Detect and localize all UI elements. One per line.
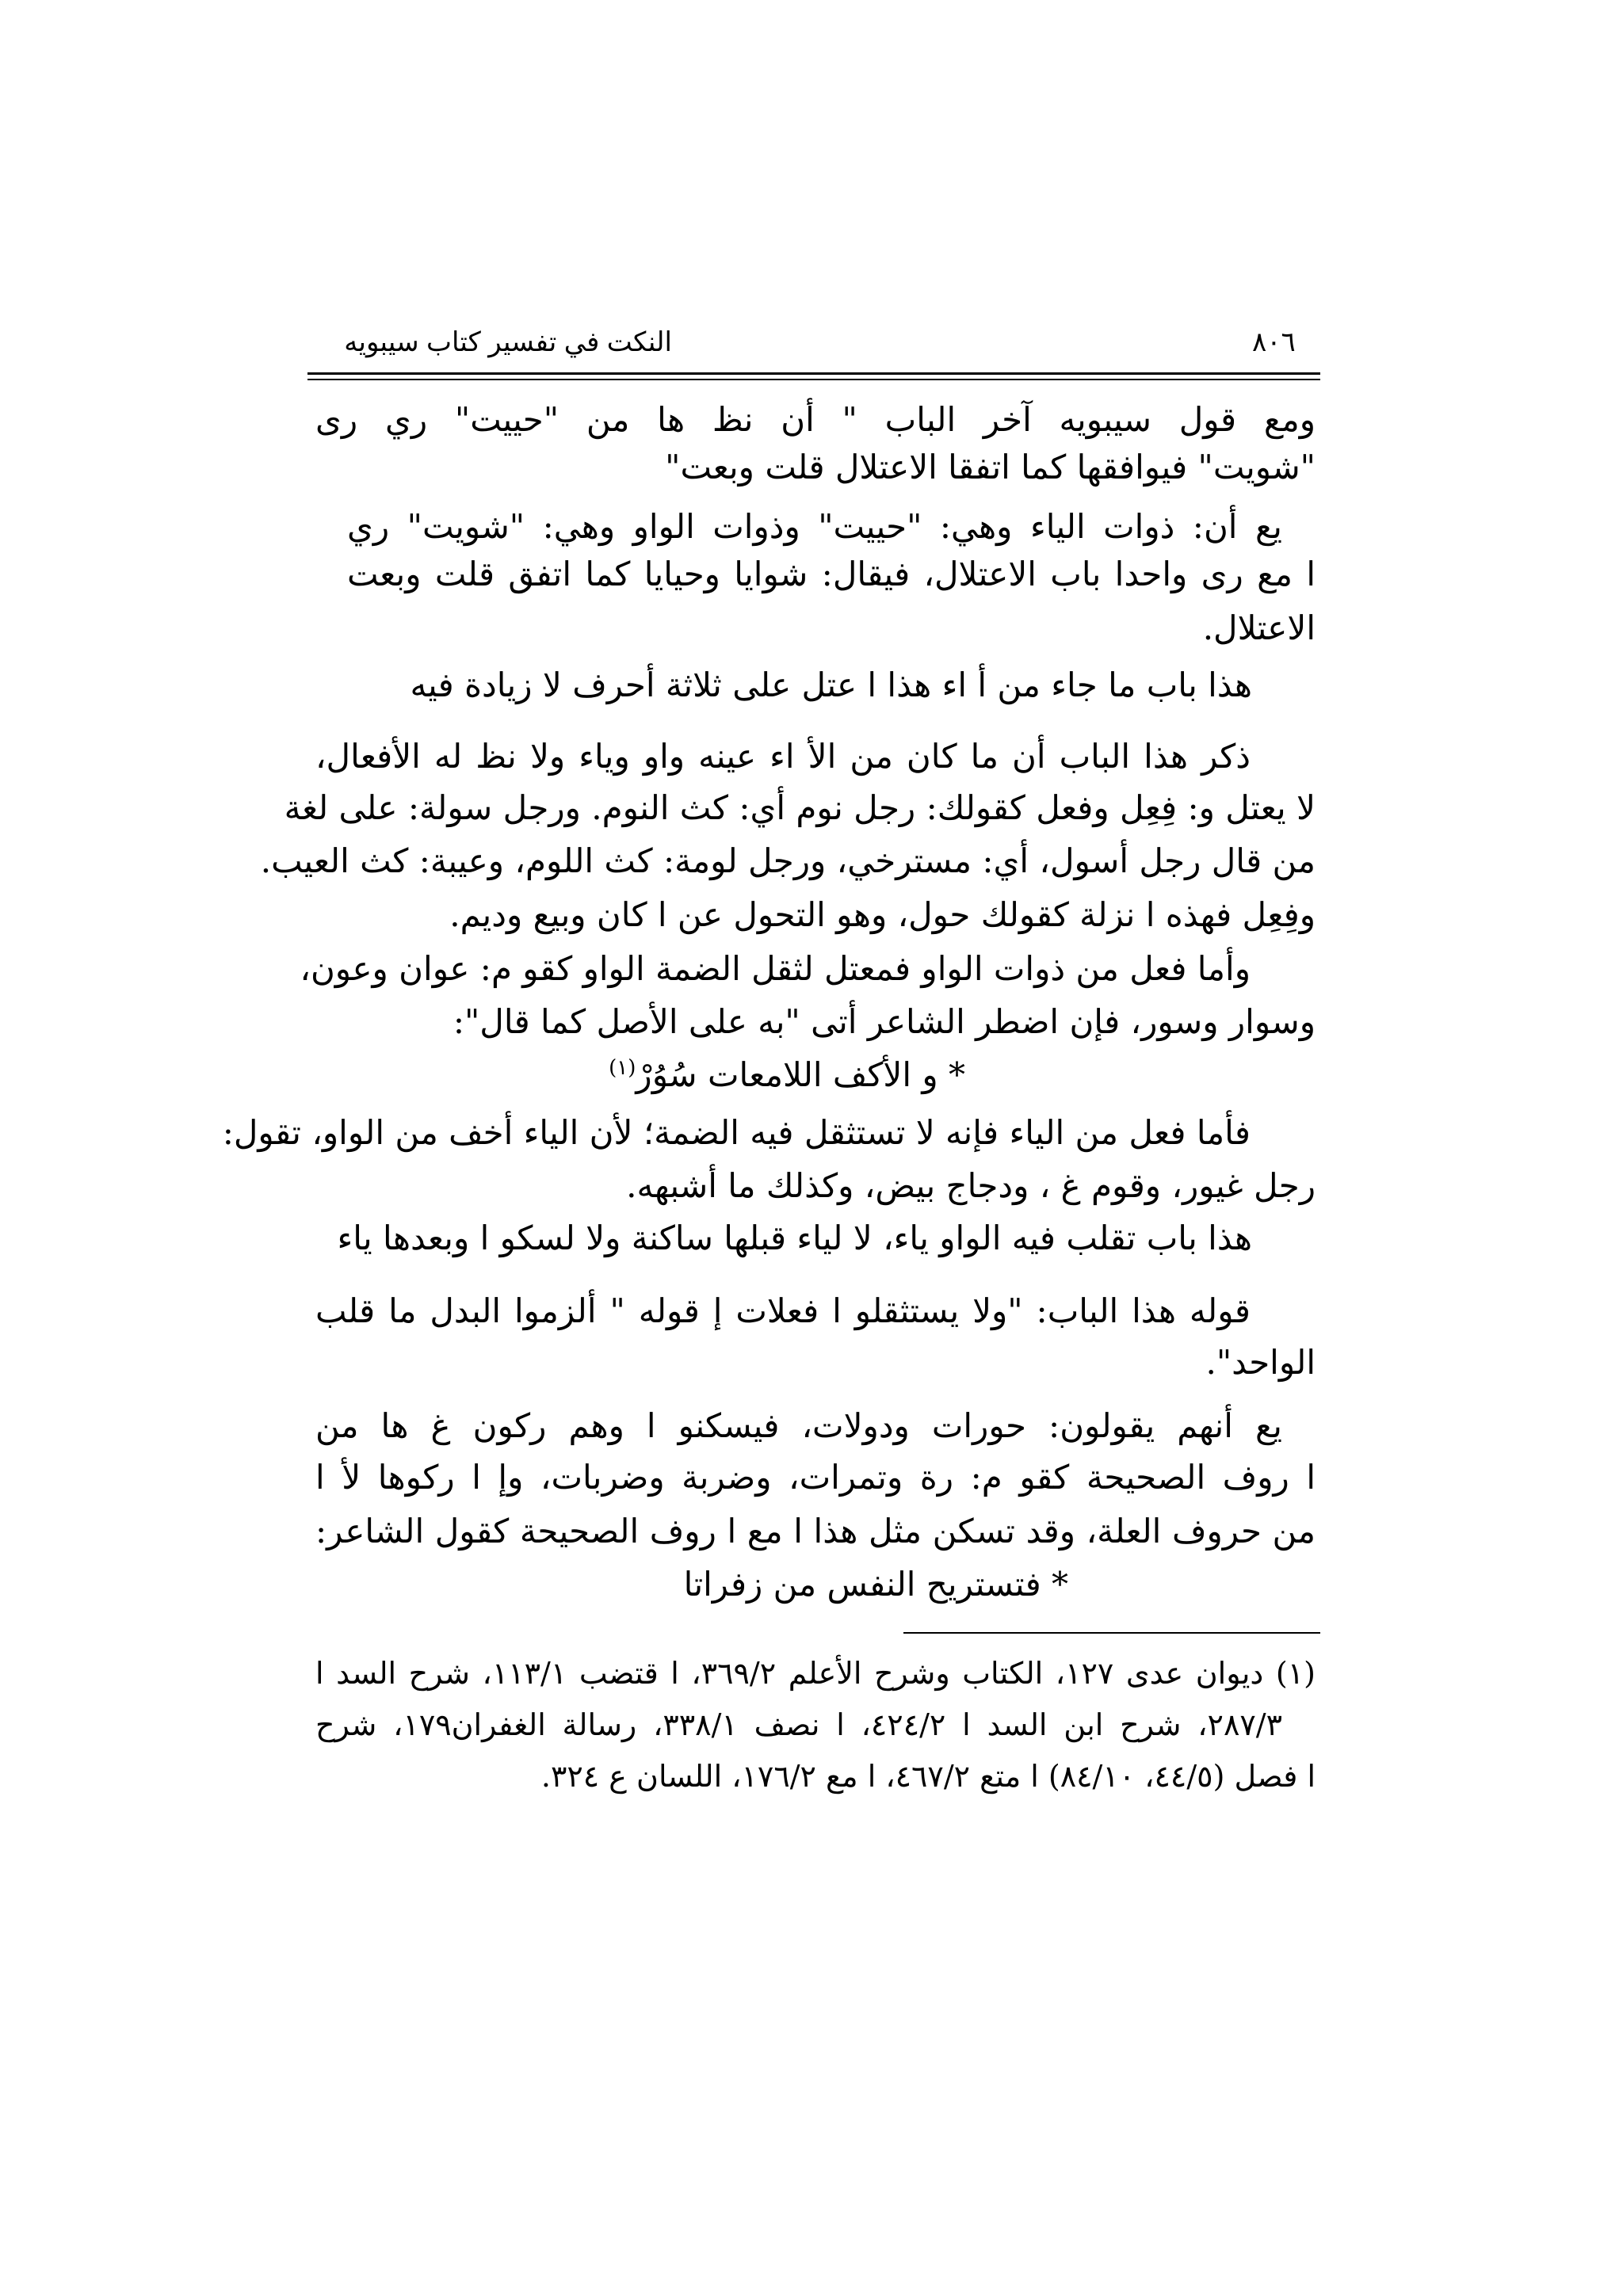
body-line-4: ا مع رى واحدا باب الاعتلال، فيقال: شوايا وحيايا كما اتفق قلت وبعت [347, 555, 1316, 593]
footnote-ref: (١) [609, 1056, 636, 1080]
header-rule-top [307, 372, 1320, 375]
body-line-19: يع أنهم يقولون: حورات ودولات، فيسكنو ا وهم ركون غ ها من [315, 1406, 1282, 1445]
body-line-7: ذكر هذا الباب أن ما كان من الأ اء عينه واو وياء ولا نظ له الأفعال، [315, 737, 1251, 776]
body-line-8: لا يعتل و: فِعِل وفعل كقولك: رجل نوم أي: كث النوم. ورجل سولة: على لغة [284, 788, 1316, 827]
verse-line-2: * فتستريح النفس من زفراتا [683, 1565, 1068, 1604]
body-line-18: الواحد". [1205, 1343, 1316, 1382]
footnote-line-3: ا فصل (٤٤/٥، ٨٤/١٠) ا متع ٤٦٧/٢، ا مع ١٧٦/٢، اللسان ع ٣٢٤. [540, 1759, 1316, 1794]
body-line-17: قوله هذا الباب: "ولا يستثقلو ا فعلات إ قوله " ألزموا البدل ما قلب [315, 1291, 1251, 1330]
body-line-11: وأما فعل من ذوات الواو فمعتل لثقل الضمة الواو كقو م: عوان وعون، [300, 949, 1251, 988]
running-header-title: النكت في تفسير كتاب سيبويه [344, 327, 672, 357]
body-line-21: من حروف العلة، وقد تسكن مثل هذا ا مع ا روف الصحيحة كقول الشاعر: [315, 1512, 1316, 1550]
section-heading-1: هذا باب ما جاء من أ اء هذا ا عتل على ثلاثة أحرف لا زيادة فيه [410, 666, 1252, 704]
footnote-line-1: (١) ديوان عدى ١٢٧، الكتاب وشرح الأعلم ٣٦٩/٢، ا قتضب ١١٣/١، شرح السد ا [315, 1656, 1316, 1691]
body-line-14: فأما فعل من الياء فإنه لا تستثقل فيه الضمة؛ لأن الياء أخف من الواو، تقول: [222, 1113, 1251, 1152]
header-rule-bottom [307, 379, 1320, 380]
body-line-15: رجل غيور، وقوم غ ، ودجاج بيض، وكذلك ما أشبهه. [626, 1166, 1316, 1205]
verse-line-1 [609, 1055, 965, 1094]
body-line-20: ا روف الصحيحة كقو م: رة وتمرات، وضربة وضربات، وإ ا ركوها لأ ا [315, 1458, 1316, 1497]
body-line-5: الاعتلال. [1202, 608, 1316, 647]
body-line-10: وفِعِل فهذه ا نزلة كقولك حول، وهو التحول عن ا كان وبيع وديم. [449, 895, 1316, 934]
verse-text-1: * و الأكف اللامعات سُوُرْ [636, 1055, 965, 1094]
page-number: ٨٠٦ [1252, 327, 1296, 357]
section-heading-2: هذا باب تقلب فيه الواو ياء، لا لياء قبلها ساكنة ولا لسكو ا وبعدها ياء [337, 1219, 1252, 1257]
body-line-9: من قال رجل أسول، أي: مسترخي، ورجل لومة: كث اللوم، وعيبة: كث العيب. [260, 841, 1316, 880]
footnote-separator [903, 1632, 1320, 1634]
body-line-3: يع أن: ذوات الياء وهي: "حييت" وذوات الواو وهي: "شويت" ري [347, 507, 1282, 546]
body-line-12: وسوار وسور، فإن اضطر الشاعر أتى "به على الأصل كما قال": [453, 1002, 1316, 1041]
body-line-1: ومع قول سيبويه آخر الباب " أن نظ ها من "حييت" ري رى [315, 400, 1316, 439]
body-line-2: "شويت" فيوافقها كما اتفقا الاعتلال قلت وبعت" [665, 448, 1316, 486]
footnote-line-2: ٢٨٧/٣، شرح ابن السد ا ٤٢٤/٢، ا نصف ٣٣٨/١، رسالة الغفران١٧٩، شرح [315, 1707, 1282, 1742]
